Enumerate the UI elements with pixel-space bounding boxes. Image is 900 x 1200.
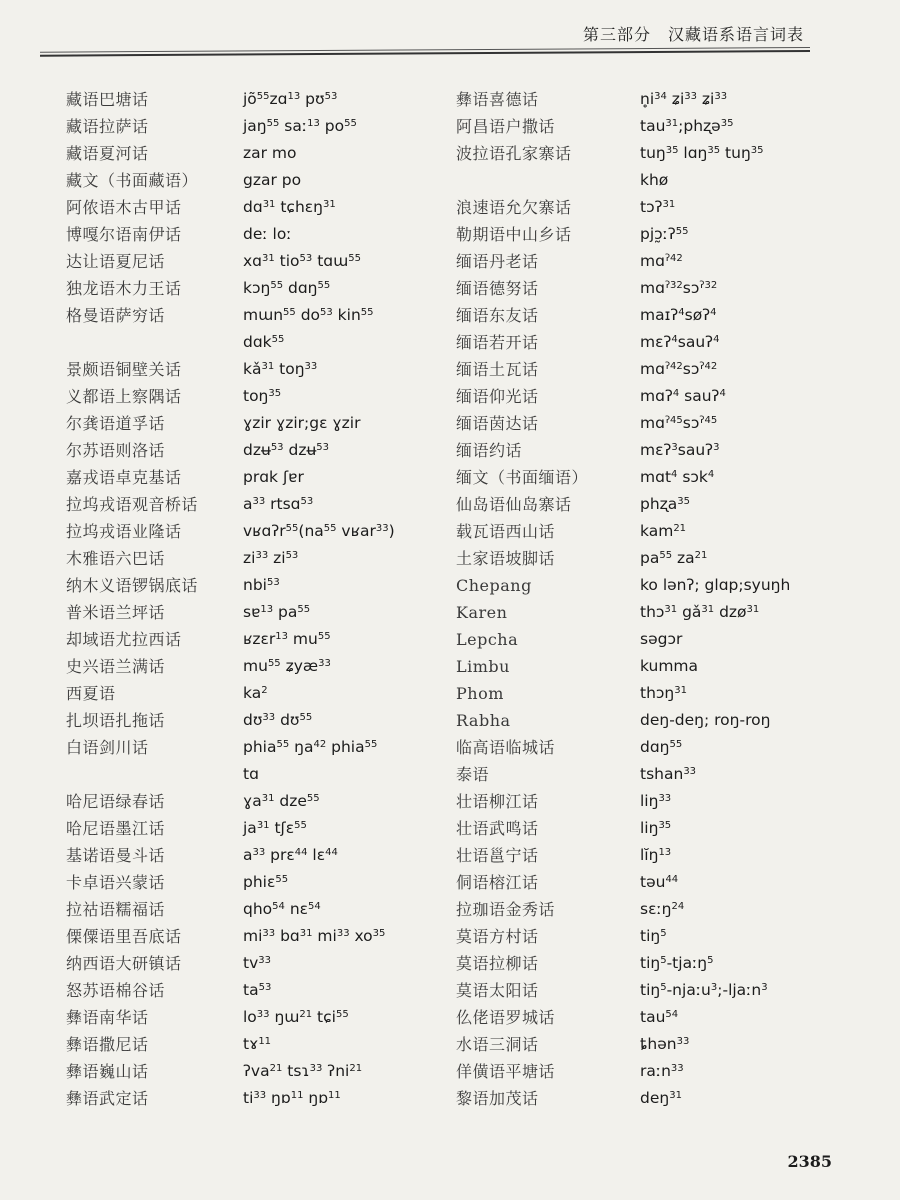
- language-name: 达让语夏尼话: [66, 252, 166, 271]
- language-name: 拉珈语金秀话: [456, 900, 556, 919]
- word-form: $pa^{55}$ $za^{21}$: [640, 549, 708, 567]
- word-form: toŋ$^{35}$: [243, 387, 282, 405]
- word-form: tau$^{31}$;phʐə$^{35}$: [640, 117, 734, 135]
- language-name: 缅语茵达话: [456, 414, 539, 433]
- language-name: 拉坞戎语观音桥话: [66, 495, 199, 514]
- word-form: thɔ$^{31}$ $gǎ^{31}$ dzø$^{31}$: [640, 603, 760, 621]
- word-form: tuŋ$^{35}$ lɑŋ$^{35}$ tuŋ$^{35}$: [640, 144, 764, 162]
- word-form: ko lənʔ; glɑp;syuŋh: [640, 576, 791, 594]
- word-form: $lo^{33}$ ŋɯ$^{21}$ tɕi$^{55}$: [243, 1008, 349, 1026]
- language-name: Rabha: [456, 711, 511, 730]
- language-name: 缅语东友话: [456, 306, 539, 325]
- language-name: 彝语撒尼话: [66, 1035, 149, 1054]
- word-form: phia$^{55}$ $ŋa^{42}$ phia$^{55}$: [243, 738, 378, 756]
- word-form: liŋ$^{33}$: [640, 792, 672, 810]
- language-name: 阿侬语木古甲话: [66, 198, 182, 217]
- language-name: 载瓦语西山话: [456, 522, 556, 541]
- language-name: 木雅语六巴话: [66, 549, 166, 568]
- language-name: Limbu: [456, 657, 510, 676]
- language-name: 土家语坡脚话: [456, 549, 556, 568]
- language-name: 临高语临城话: [456, 738, 556, 757]
- language-name: 藏语拉萨话: [66, 117, 149, 136]
- language-name: 博嘎尔语南伊话: [66, 225, 182, 244]
- language-name: 缅语约话: [456, 441, 523, 460]
- word-form: mɯn$^{55}$ $do^{53}$ kin$^{55}$: [243, 306, 374, 324]
- language-name: [66, 329, 236, 356]
- language-name: Lepcha: [456, 630, 519, 649]
- language-name: 莫语太阳话: [456, 981, 539, 1000]
- word-form: $jõ^{55}zɑ^{13}$ pʊ$^{53}$: [243, 90, 338, 108]
- language-name: 格曼语萨穷话: [66, 306, 166, 325]
- language-name: 西夏语: [66, 684, 116, 703]
- page-number: 2385: [787, 1152, 832, 1171]
- left-form-column: [243, 86, 443, 1112]
- language-name: 壮语武鸣话: [456, 819, 539, 838]
- word-form: kɔŋ$^{55}$ dɑŋ$^{55}$: [243, 279, 331, 297]
- word-form: tiŋ$^5$-tjaːŋ$^5$: [640, 954, 714, 972]
- language-name: 拉坞戎语业隆话: [66, 522, 182, 541]
- word-form: tiŋ$^5$: [640, 927, 667, 945]
- word-form: dɑŋ$^{55}$: [640, 738, 683, 756]
- word-form: kam$^{21}$: [640, 522, 687, 540]
- language-name: 史兴语兰满话: [66, 657, 166, 676]
- word-form: $a^{33}$ rtsɑ$^{53}$: [243, 495, 314, 513]
- language-name: 彝语巍山话: [66, 1062, 149, 1081]
- language-name: 藏语巴塘话: [66, 90, 149, 109]
- word-form: qho$^{54}$ nɛ$^{54}$: [243, 900, 321, 918]
- language-name: 尔龚语道孚话: [66, 414, 166, 433]
- language-name: 缅语仰光话: [456, 387, 539, 406]
- language-name: Karen: [456, 603, 508, 622]
- word-form: $vʁɑʔr^{55}(na^{55}$ vʁar$^{33}$): [243, 522, 395, 540]
- language-name: 拉祜语糯福话: [66, 900, 166, 919]
- word-form: jaŋ$^{55}$ saː$^{13}$ $po^{55}$: [243, 117, 357, 135]
- language-name: 波拉语孔家寨话: [456, 144, 572, 163]
- word-form: dzʉ$^{53}$ dzʉ$^{53}$: [243, 441, 330, 459]
- word-form: $kǎ^{31}$ toŋ$^{33}$: [243, 360, 318, 378]
- word-form: tiŋ$^5$-njaːu$^3$;-ljaːn$^3$: [640, 981, 768, 999]
- language-name: 莫语方村话: [456, 927, 539, 946]
- language-name: 泰语: [456, 765, 490, 784]
- language-name: 尔苏语则洛话: [66, 441, 166, 460]
- word-form: dɑ$^{31}$ tɕhɛŋ$^{31}$: [243, 198, 336, 216]
- word-form: sɛːŋ$^{24}$: [640, 900, 685, 918]
- word-form: prɑk ʃɐr: [243, 468, 304, 486]
- word-form: deŋ$^{31}$: [640, 1089, 682, 1107]
- language-name: [66, 761, 236, 788]
- language-name: 哈尼语墨江话: [66, 819, 166, 838]
- language-name: 彝语南华话: [66, 1008, 149, 1027]
- word-form: $ta^{53}$: [243, 981, 272, 999]
- language-name: 仙岛语仙岛寨话: [456, 495, 572, 514]
- language-name: 黎语加茂话: [456, 1089, 539, 1108]
- word-form: zar mo: [243, 144, 297, 162]
- word-form: $zi^{33}$ $zi^{53}$: [243, 549, 299, 567]
- language-name: 卡卓语兴蒙话: [66, 873, 166, 892]
- word-form: tɔʔ$^{31}$: [640, 198, 676, 216]
- word-form: deː loː: [243, 225, 292, 243]
- word-form: mɛʔ$^4$sauʔ$^4$: [640, 333, 720, 351]
- language-name: 藏文（书面藏语）: [66, 171, 199, 190]
- language-name: 独龙语木力王话: [66, 279, 182, 298]
- word-form: $n̥i^{34}$ ʑi$^{33}$ ʑi$^{33}$: [640, 90, 728, 108]
- language-name: 彝语武定话: [66, 1089, 149, 1108]
- language-name: 纳木义语锣锅底话: [66, 576, 199, 595]
- language-name: 纳西语大研镇话: [66, 954, 182, 973]
- word-form: ȶhən$^{33}$: [640, 1035, 690, 1053]
- language-name: 壮语柳江话: [456, 792, 539, 811]
- word-form: maɪʔ$^4$søʔ$^4$: [640, 306, 717, 324]
- word-form: mɑ$^{ʔ45}$sɔ$^{ʔ45}$: [640, 414, 718, 432]
- language-name: 侗语榕江话: [456, 873, 539, 892]
- language-name: 缅语若开话: [456, 333, 539, 352]
- word-form: mɑʔ$^4$ sauʔ$^4$: [640, 387, 726, 405]
- word-form: gzar po: [243, 171, 302, 189]
- word-form: $mu^{55}$ ʑyæ$^{33}$: [243, 657, 331, 675]
- language-name: 仫佬语罗城话: [456, 1008, 556, 1027]
- word-form: pjɔ̰ːʔ$^{55}$: [640, 225, 689, 243]
- language-name: 浪速语允欠寨话: [456, 198, 572, 217]
- word-form: lĭŋ$^{13}$: [640, 846, 672, 864]
- word-form: ɣa$^{31}$ dze$^{55}$: [243, 792, 320, 810]
- word-form: phiɛ$^{55}$: [243, 873, 289, 891]
- word-form: ɣzir ɣzir;gɛ ɣzir: [243, 414, 361, 432]
- language-name: 壮语邕宁话: [456, 846, 539, 865]
- language-name: 彝语喜德话: [456, 90, 539, 109]
- word-form: raːn$^{33}$: [640, 1062, 684, 1080]
- word-form: nbi$^{53}$: [243, 576, 280, 594]
- language-name: 基诺语曼斗话: [66, 846, 166, 865]
- word-form: ʁzɛr$^{13}$ $mu^{55}$: [243, 630, 331, 648]
- word-form: $mi^{33}$ bɑ$^{31}$ $mi^{33}$ $xo^{35}$: [243, 927, 386, 945]
- language-name: 普米语兰坪话: [66, 603, 166, 622]
- word-form: xɑ$^{31}$ tio$^{53}$ tɑɯ$^{55}$: [243, 252, 361, 270]
- language-name: 白语剑川话: [66, 738, 149, 757]
- language-name: 扎坝语扎拖话: [66, 711, 166, 730]
- left-language-column: [66, 86, 236, 1112]
- word-form: dʊ$^{33}$ dʊ$^{55}$: [243, 711, 313, 729]
- word-form: mɑt$^4$ sɔk$^4$: [640, 468, 715, 486]
- word-form: mɑ$^{ʔ42}$: [640, 252, 683, 270]
- language-name: 缅语德努话: [456, 279, 539, 298]
- word-form: tshan$^{33}$: [640, 765, 697, 783]
- right-language-column: [456, 86, 636, 1112]
- language-name: [456, 167, 636, 194]
- word-form: liŋ$^{35}$: [640, 819, 672, 837]
- language-name: 缅文（书面缅语）: [456, 468, 589, 487]
- language-name: Phom: [456, 684, 504, 703]
- language-name: 怒苏语棉谷话: [66, 981, 166, 1000]
- word-form: $a^{33}$ prɛ$^{44}$ lɛ$^{44}$: [243, 846, 338, 864]
- word-form: səgɔr: [640, 630, 683, 648]
- word-form: dɑk$^{55}$: [243, 333, 285, 351]
- word-form: mɑ$^{ʔ32}$sɔ$^{ʔ32}$: [640, 279, 718, 297]
- word-form: $ka^2$: [243, 684, 268, 702]
- word-form: $ja^{31}$ tʃɛ$^{55}$: [243, 819, 307, 837]
- word-form: $ti^{33}$ ŋɒ$^{11}$ ŋɒ$^{11}$: [243, 1089, 341, 1107]
- word-form: tɑ: [243, 765, 259, 783]
- language-name: 嘉戎语卓克基话: [66, 468, 182, 487]
- word-form: tau$^{54}$: [640, 1008, 679, 1026]
- word-form: mɑ$^{ʔ42}$sɔ$^{ʔ42}$: [640, 360, 718, 378]
- right-form-column: [640, 86, 860, 1112]
- language-name: 却域语尤拉西话: [66, 630, 182, 649]
- language-name: 佯僙语平塘话: [456, 1062, 556, 1081]
- language-name: 阿昌语户撒话: [456, 117, 556, 136]
- word-form: sɐ$^{13}$ $pa^{55}$: [243, 603, 311, 621]
- language-name: Chepang: [456, 576, 532, 595]
- word-form: phʐa$^{35}$: [640, 495, 691, 513]
- language-name: 景颇语铜壁关话: [66, 360, 182, 379]
- language-name: 哈尼语绿春话: [66, 792, 166, 811]
- word-form: təu$^{44}$: [640, 873, 679, 891]
- language-name: 勒期语中山乡话: [456, 225, 572, 244]
- language-name: 义都语上察隅话: [66, 387, 182, 406]
- word-form: kumma: [640, 657, 699, 675]
- language-name: 缅语土瓦话: [456, 360, 539, 379]
- word-form: mɛʔ$^3$sauʔ$^3$: [640, 441, 720, 459]
- language-name: 傈僳语里吾底话: [66, 927, 182, 946]
- language-name: 缅语丹老话: [456, 252, 539, 271]
- word-form: tɤ$^{11}$: [243, 1035, 272, 1053]
- running-header: 第三部分 汉藏语系语言词表: [582, 25, 804, 44]
- language-name: 藏语夏河话: [66, 144, 149, 163]
- word-form: khø: [640, 171, 669, 189]
- language-name: 莫语拉柳话: [456, 954, 539, 973]
- language-name: 水语三洞话: [456, 1035, 539, 1054]
- word-form: $tv^{33}$: [243, 954, 271, 972]
- word-form: ʔva$^{21}$ tsɿ$^{33}$ ʔni$^{21}$: [243, 1062, 363, 1080]
- word-form: thɔŋ$^{31}$: [640, 684, 687, 702]
- word-form: deŋ-deŋ; roŋ-roŋ: [640, 711, 771, 729]
